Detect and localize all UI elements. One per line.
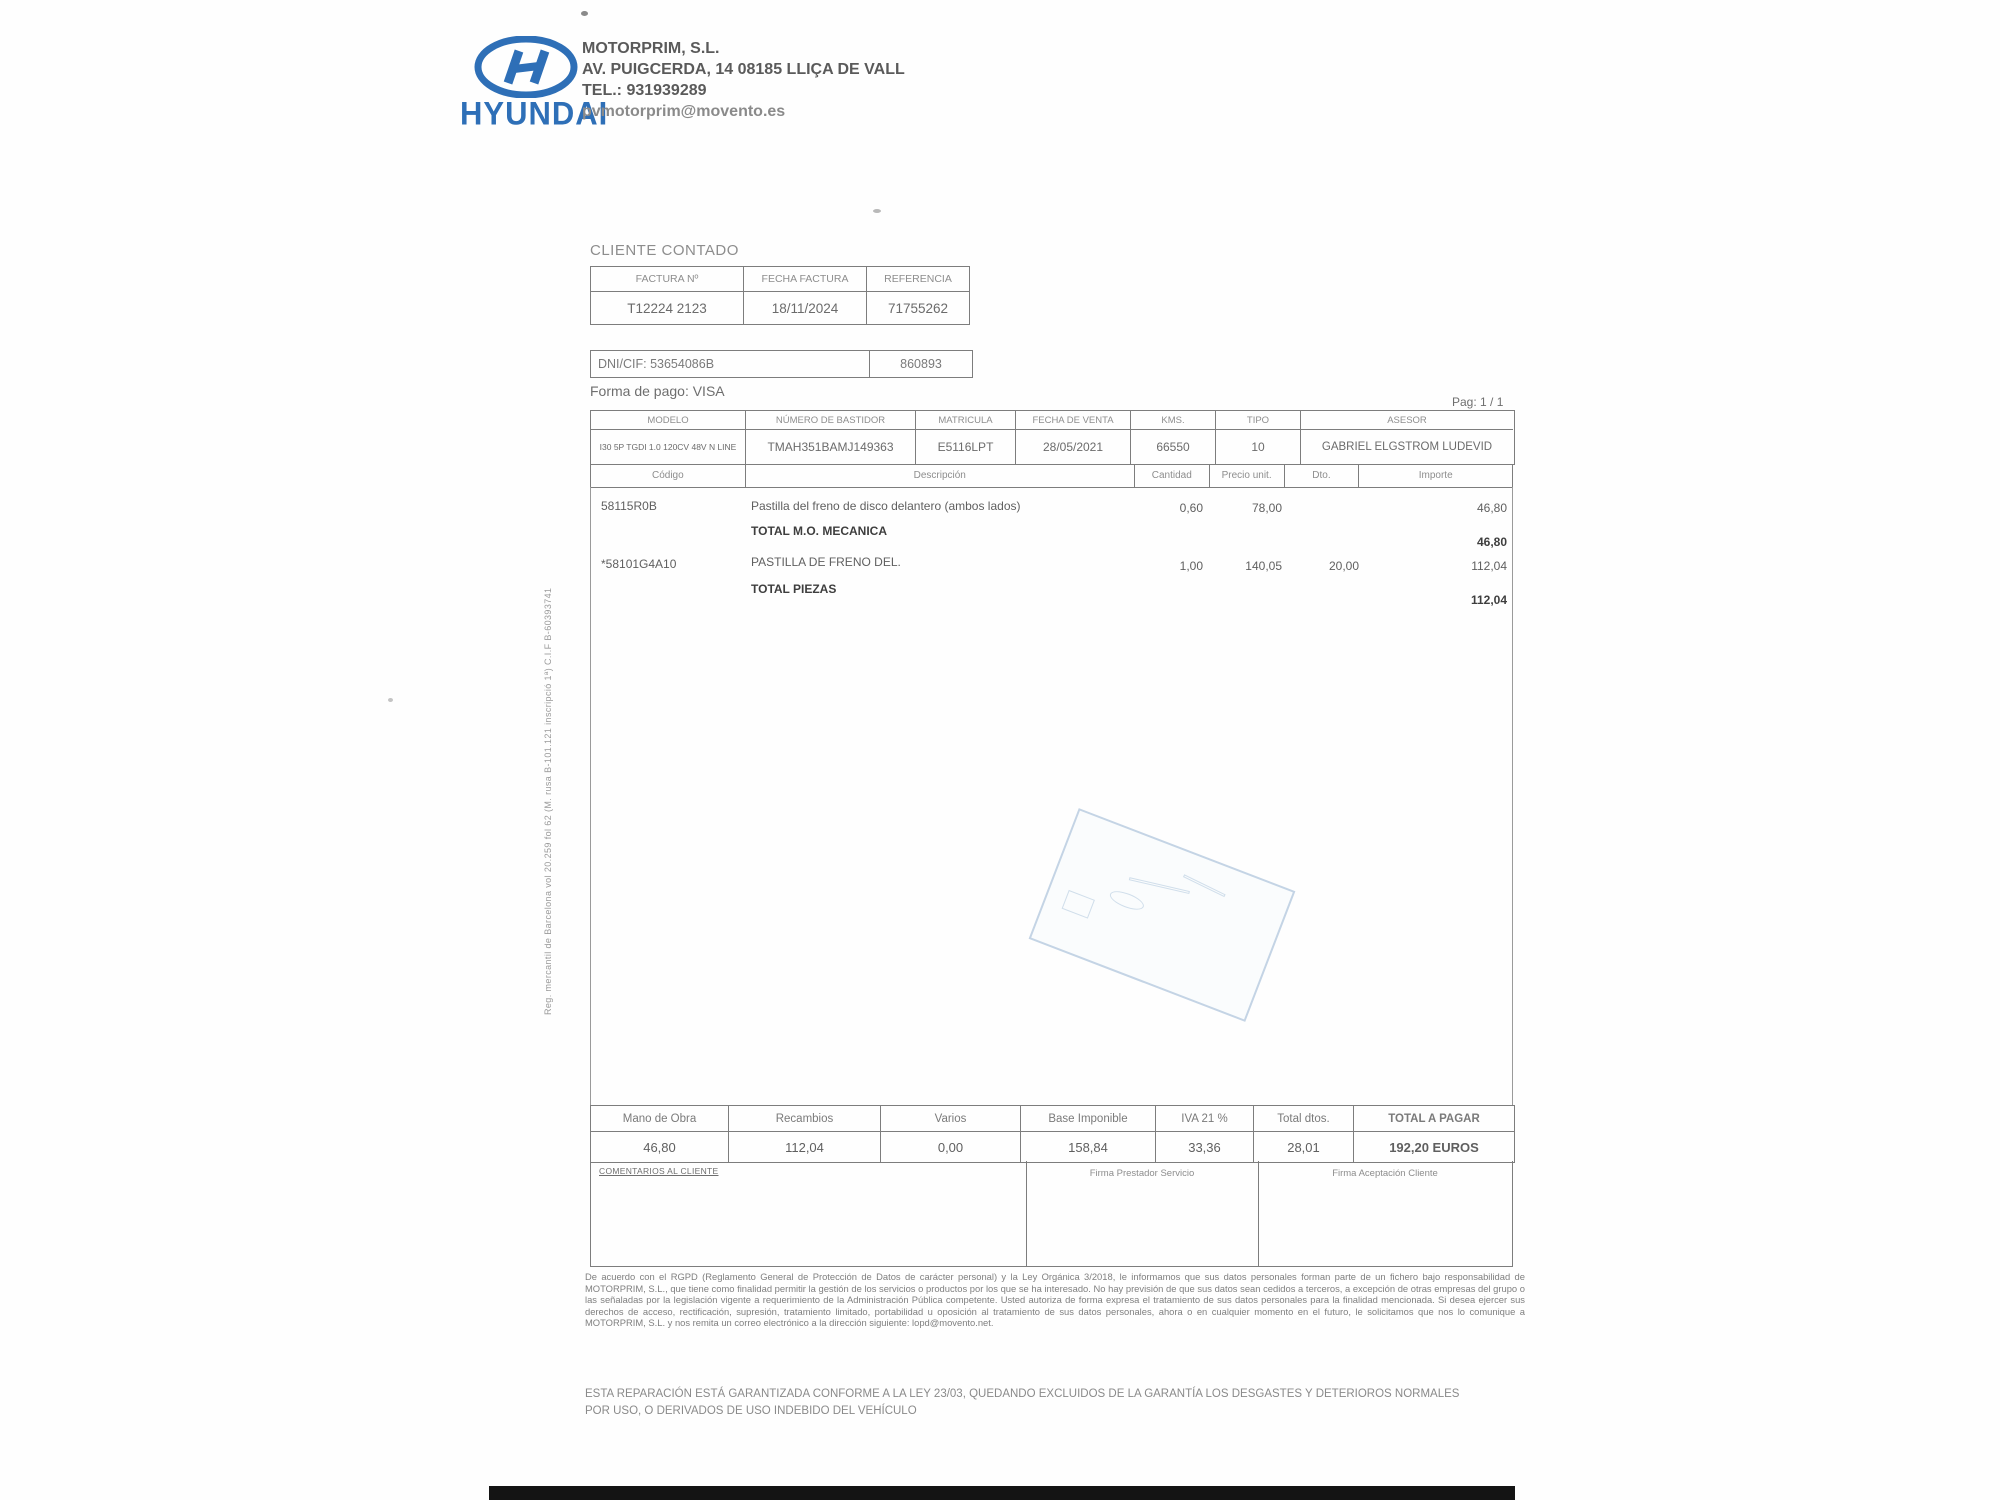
payment-method: Forma de pago: VISA: [590, 383, 725, 399]
items-header-row: [590, 464, 1513, 488]
scan-speck: [873, 209, 881, 213]
item-price: 78,00: [1251, 501, 1282, 515]
invoice-header-table: [590, 266, 970, 325]
company-name: MOTORPRIM, S.L.: [582, 40, 720, 57]
total-mo-amount: 46,80: [1476, 535, 1507, 549]
invoice-number-value: T12224 2123: [591, 292, 744, 325]
warranty-line1: ESTA REPARACIÓN ESTÁ GARANTIZADA CONFORME A LA LEY 23/03, QUEDANDO EXCLUIDOS DE LA GARANTÍA LOS DESGASTES Y DETERIOROS NORMALES: [585, 1388, 1460, 1400]
dni-row: [591, 351, 973, 378]
company-address: AV. PUIGCERDA, 14 08185 LLIÇA DE VALL: [582, 61, 905, 78]
asesor-header: ASESOR: [1301, 411, 1513, 430]
dni-table: [590, 350, 973, 378]
company-email: pvmotorprim@movento.es: [582, 103, 786, 120]
invoice-header-row: [591, 267, 970, 292]
mano-obra-value: 46,80: [591, 1132, 729, 1162]
total-piezas-label: TOTAL PIEZAS: [751, 582, 837, 596]
signature-section: [590, 1161, 1513, 1267]
hyundai-logo-icon: [474, 36, 578, 98]
fecha-venta-value: 28/05/2021: [1016, 430, 1131, 464]
iva-header: IVA 21 %: [1156, 1106, 1254, 1132]
header: [460, 34, 1060, 132]
totals-header-row: [591, 1106, 1514, 1132]
tipo-value: 10: [1216, 430, 1301, 464]
matricula-header: MATRICULA: [916, 411, 1016, 430]
total-piezas-amount: 112,04: [1470, 593, 1507, 607]
item-code: 58115R0B: [601, 499, 657, 513]
mano-obra-header: Mano de Obra: [591, 1106, 729, 1132]
stamp-mark: [1129, 877, 1190, 894]
totals-value-row: [591, 1132, 1514, 1162]
stamp-mark: [1062, 890, 1095, 919]
dto-header: Dto.: [1285, 464, 1360, 487]
items-body: [590, 487, 1513, 1105]
client-type-label: CLIENTE CONTADO: [590, 242, 739, 259]
company-phone: TEL.: 931939289: [582, 82, 707, 99]
item-price: 140,05: [1245, 559, 1282, 573]
total-mo-label: TOTAL M.O. MECANICA: [751, 524, 887, 538]
importe-header: Importe: [1418, 470, 1453, 481]
dni-cif-value: DNI/CIF: 53654086B: [591, 351, 870, 378]
scan-speck: [388, 698, 393, 702]
company-info: [582, 38, 905, 122]
invoice-reference-value: 71755262: [867, 292, 970, 325]
company-stamp: [1029, 808, 1296, 1022]
varios-value: 0,00: [881, 1132, 1021, 1162]
invoice-reference-header: REFERENCIA: [867, 267, 970, 292]
matricula-value: E5116LPT: [916, 430, 1016, 464]
base-imponible-header: Base Imponible: [1021, 1106, 1156, 1132]
stamp-mark: [1183, 874, 1226, 897]
total-dtos-value: 28,01: [1254, 1132, 1354, 1162]
vehicle-header-row: [591, 411, 1514, 430]
total-a-pagar-value: 192,20 EUROS: [1389, 1139, 1479, 1155]
scan-edge-bar: [489, 1486, 1515, 1500]
kms-value: 66550: [1131, 430, 1216, 464]
iva-value: 33,36: [1156, 1132, 1254, 1162]
scan-speck: [581, 11, 588, 16]
vehicle-value-row: [591, 430, 1514, 464]
varios-header: Varios: [881, 1106, 1021, 1132]
item-qty: 1,00: [1179, 559, 1203, 573]
item-amount: 46,80: [1476, 501, 1507, 515]
invoice-number-header: FACTURA Nº: [591, 267, 744, 292]
modelo-value: I30 5P TGDI 1.0 120CV 48V N LINE: [591, 430, 746, 464]
stamp-mark: [1108, 887, 1147, 913]
gdpr-legal-text: De acuerdo con el RGPD (Reglamento General de Protección de Datos de carácter personal) y la Ley Orgánica 3/2018, le informamos que sus datos personales forman parte de un fichero bajo responsabilidad de MOTORPRIM, S.L., que tiene como finalidad permitir la gestión de los servicios o productos por los que se ha interesado. No hay previsión de que sus datos sean cedidos a terceros, a excepción de otras empresas del grupo o las señaladas por la legislación vigente a requerimiento de la Administración Pública competente. Usted autoriza de forma expresa el tratamiento de sus datos personales para la finalidad mencionada. Si desea ejercer sus derechos de acceso, rectificación, supresión, tratamiento limitado, portabilidad u oposición al tratamiento de sus datos personales, ahora o en cualquier momento en el futuro, le solicitamos que nos lo comunique a MOTORPRIM, S.L. y nos remita un correo electrónico a la dirección siguiente: lopd@movento.net.: [585, 1271, 1525, 1328]
item-code: *58101G4A10: [601, 557, 677, 571]
warranty-text: [585, 1386, 1520, 1420]
hyundai-wordmark: HYUNDAI: [460, 95, 609, 132]
recambios-header: Recambios: [729, 1106, 881, 1132]
tipo-header: TIPO: [1216, 411, 1301, 430]
kms-header: KMS.: [1131, 411, 1216, 430]
fecha-venta-header: FECHA DE VENTA: [1016, 411, 1131, 430]
registry-side-note: Reg. mercantil de Barcelona vol 20.259 fol 62 (M. rusa B-101.121 inscripció 1ª) C.I.F B-60393741: [543, 587, 553, 1015]
bastidor-value: TMAH351BAMJ149363: [746, 430, 916, 464]
bastidor-header: NÚMERO DE BASTIDOR: [746, 411, 916, 430]
total-a-pagar-header: TOTAL A PAGAR: [1354, 1106, 1514, 1132]
item-qty: 0,60: [1179, 501, 1203, 515]
vehicle-table: [590, 410, 1515, 465]
invoice-date-value: 18/11/2024: [744, 292, 867, 325]
item-description: Pastilla del freno de disco delantero (ambos lados): [751, 499, 1021, 513]
modelo-header: MODELO: [591, 411, 746, 430]
provider-signature-label: Firma Prestador Servicio: [1089, 1168, 1195, 1179]
descripcion-header: Descripción: [746, 464, 1135, 487]
item-amount: 112,04: [1471, 559, 1507, 573]
asesor-value: GABRIEL ELGSTROM LUDEVID: [1321, 441, 1493, 453]
codigo-header: Código: [591, 464, 746, 487]
recambios-value: 112,04: [729, 1132, 881, 1162]
invoice-value-row: [591, 292, 970, 325]
totals-table: [590, 1105, 1515, 1163]
item-dto: 20,00: [1328, 559, 1359, 573]
warranty-line2: POR USO, O DERIVADOS DE USO INDEBIDO DEL VEHÍCULO: [585, 1405, 917, 1417]
cantidad-header: Cantidad: [1135, 464, 1210, 487]
item-description: PASTILLA DE FRENO DEL.: [751, 555, 901, 569]
total-dtos-header: Total dtos.: [1254, 1106, 1354, 1132]
invoice-date-header: FECHA FACTURA: [744, 267, 867, 292]
comments-label: COMENTARIOS AL CLIENTE: [599, 1166, 719, 1176]
client-signature-label: Firma Aceptación Cliente: [1332, 1168, 1438, 1179]
dni-ref-value: 860893: [870, 351, 973, 378]
base-imponible-value: 158,84: [1021, 1132, 1156, 1162]
precio-header: Precio unit.: [1210, 464, 1285, 487]
page-number: Pag: 1 / 1: [1452, 395, 1504, 409]
